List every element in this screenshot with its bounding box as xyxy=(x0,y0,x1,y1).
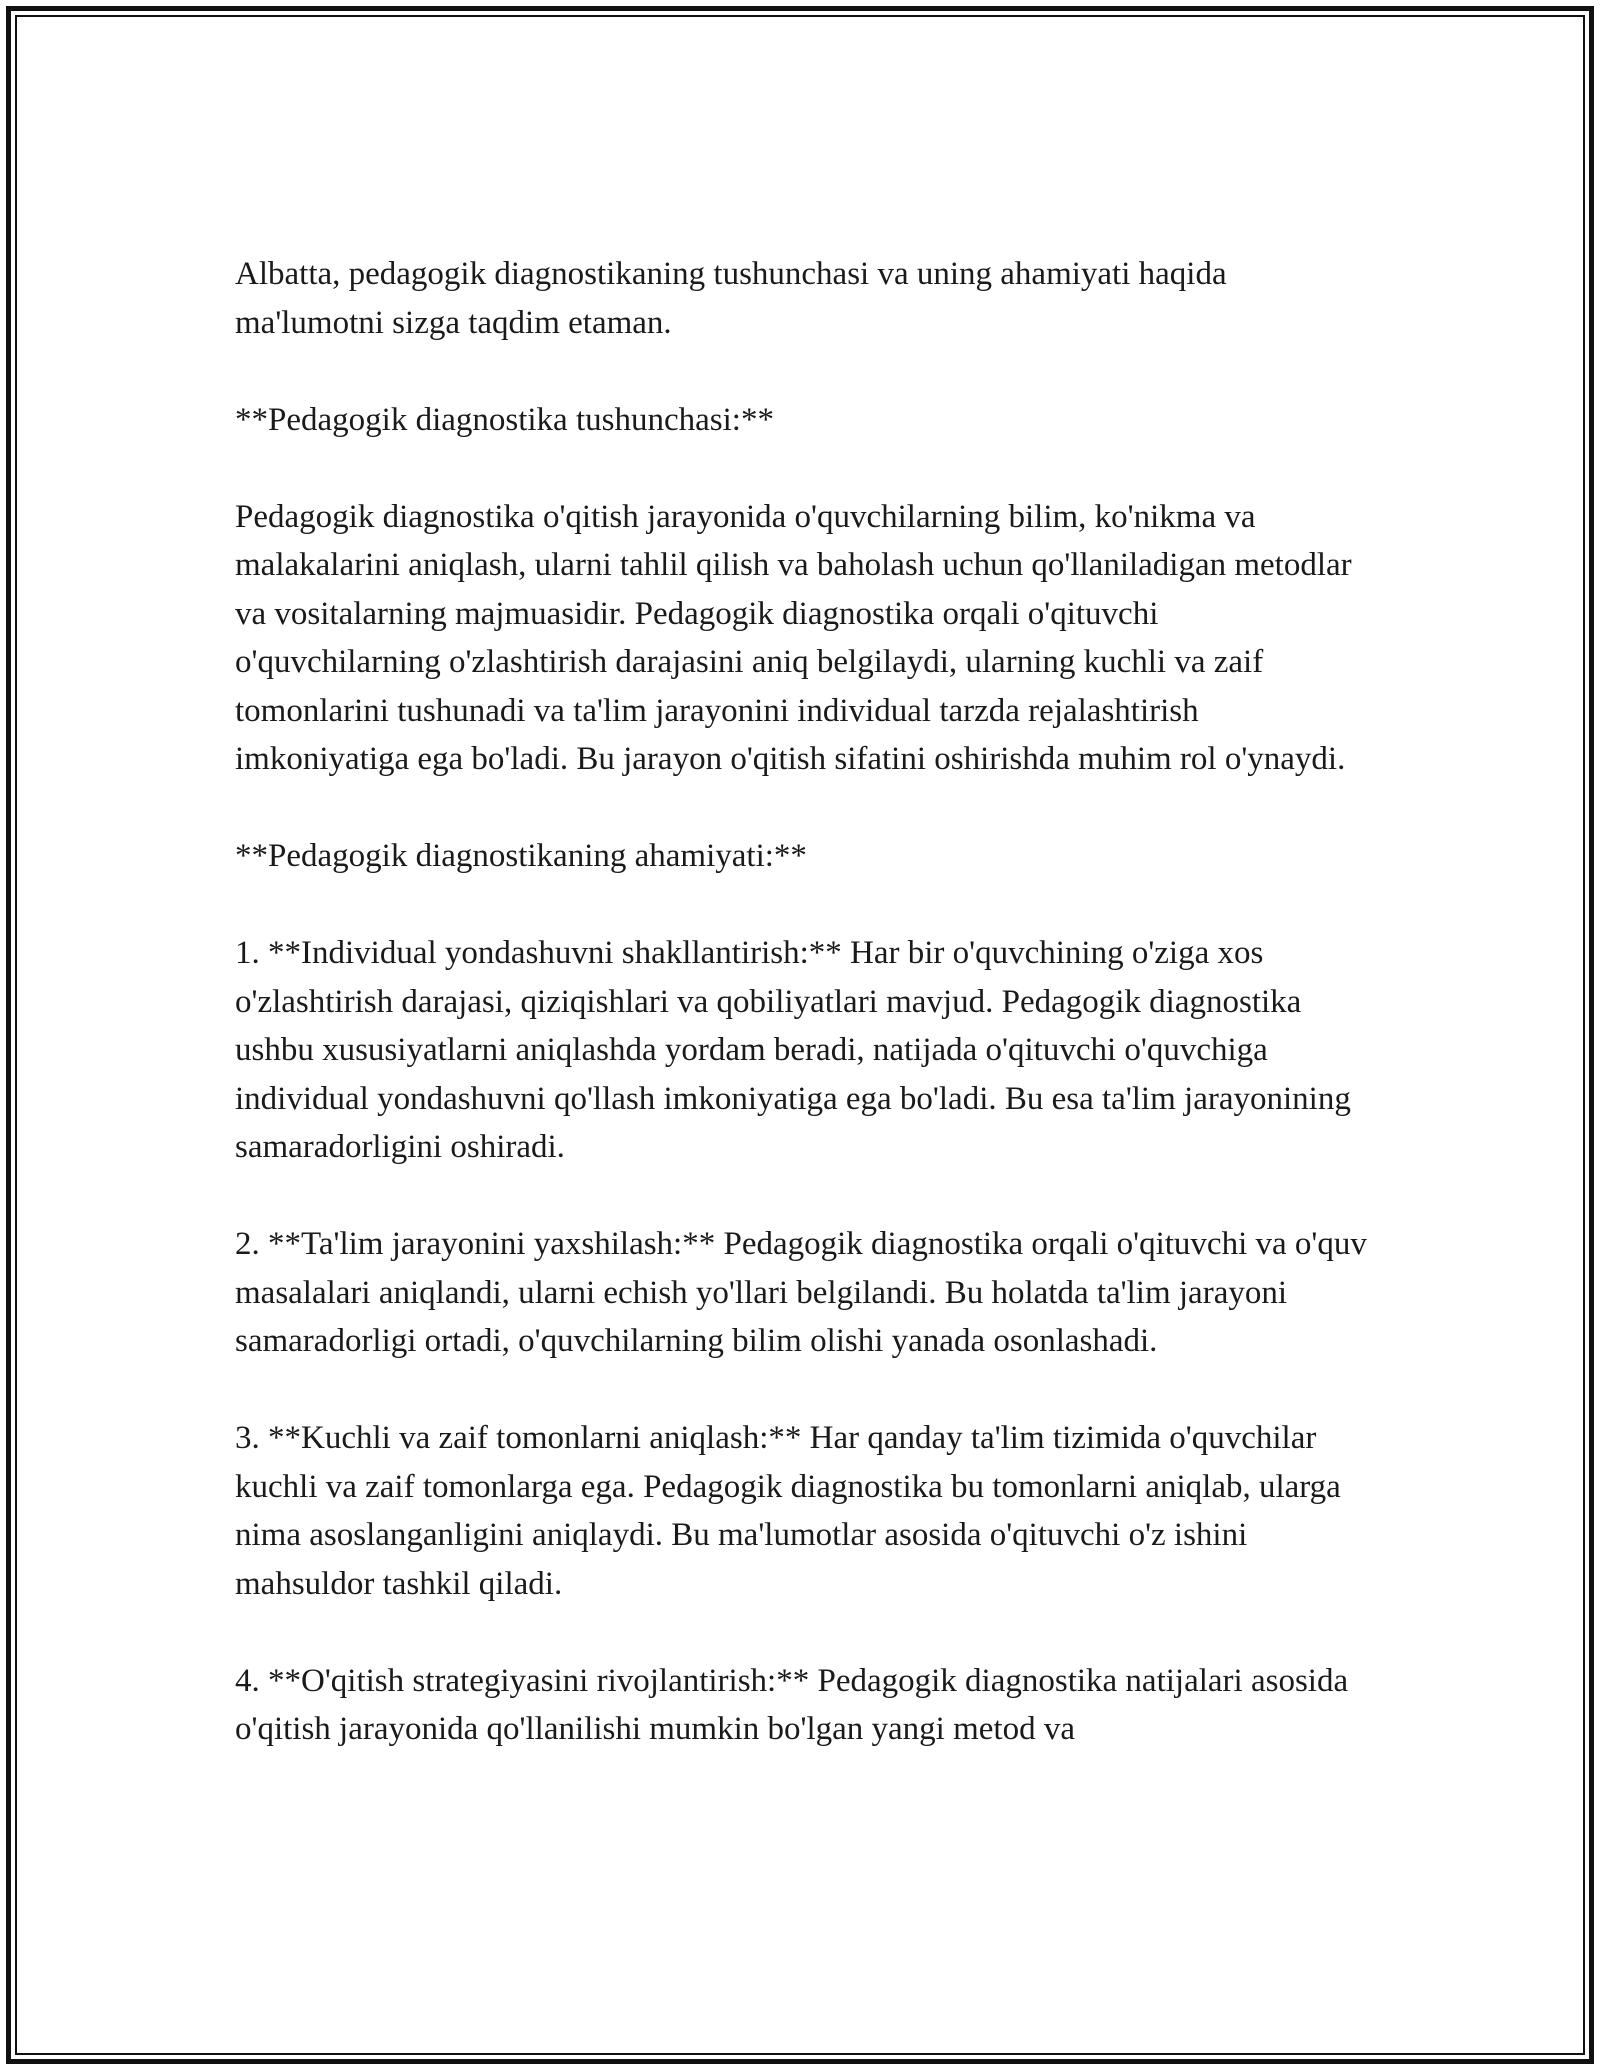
importance-heading: **Pedagogik diagnostikaning ahamiyati:** xyxy=(235,838,807,874)
list-item: 2. **Ta'lim jarayonini yaxshilash:** Pedagogik diagnostika orqali o'qituvchi va o'quv masalalari aniqlandi, ularni echish yo'llari belgilandi. Bu holatda ta'lim jarayoni samaradorligi ortadi, o'quvchilarning bilim olishi yanada osonlashadi. xyxy=(235,1226,1367,1359)
concept-paragraph: Pedagogik diagnostika o'qitish jarayonida o'quvchilarning bilim, ko'nikma va malakalarini aniqlash, ularni tahlil qilish va baholash uchun qo'llaniladigan metodlar va vositalarning majmuasidir. Pedagogik diagnostika orqali o'qituvchi o'quvchilarning o'zlashtirish darajasini aniq belgilaydi, ularning kuchli va zaif tomonlarini tushunadi va ta'lim jarayonini individual tarzda rejalashtirish imkoniyatiga ega bo'ladi. Bu jarayon o'qitish sifatini oshirishda muhim rol o'ynaydi. xyxy=(235,498,1352,777)
list-item: 3. **Kuchli va zaif tomonlarni aniqlash:** Har qanday ta'lim tizimida o'quvchilar kuchli va zaif tomonlarga ega. Pedagogik diagnostika bu tomonlarni aniqlab, ularga nima asoslanganligini aniqlaydi. Bu ma'lumotlar asosida o'qituvchi o'z ishini mahsuldor tashkil qiladi. xyxy=(235,1420,1341,1602)
list-item: 4. **O'qitish strategiyasini rivojlantirish:** Pedagogik diagnostika natijalari asosida o'qitish jarayonida qo'llanilishi mumkin bo'lgan yangi metod va xyxy=(235,1662,1349,1747)
document-body xyxy=(235,250,1370,1754)
concept-heading: **Pedagogik diagnostika tushunchasi:** xyxy=(235,401,774,438)
list-item: 1. **Individual yondashuvni shakllantirish:** Har bir o'quvchining o'ziga xos o'zlashtirish darajasi, qiziqishlari va qobiliyatlari mavjud. Pedagogik diagnostika ushbu xususiyatlarni aniqlashda yordam beradi, natijada o'qituvchi o'quvchiga individual yondashuvni qo'llash imkoniyatiga ega bo'ladi. Bu esa ta'lim jarayonining samaradorligini oshiradi. xyxy=(235,935,1351,1165)
intro-paragraph: Albatta, pedagogik diagnostikaning tushunchasi va uning ahamiyati haqida ma'lumotni sizga taqdim etaman. xyxy=(235,256,1227,341)
